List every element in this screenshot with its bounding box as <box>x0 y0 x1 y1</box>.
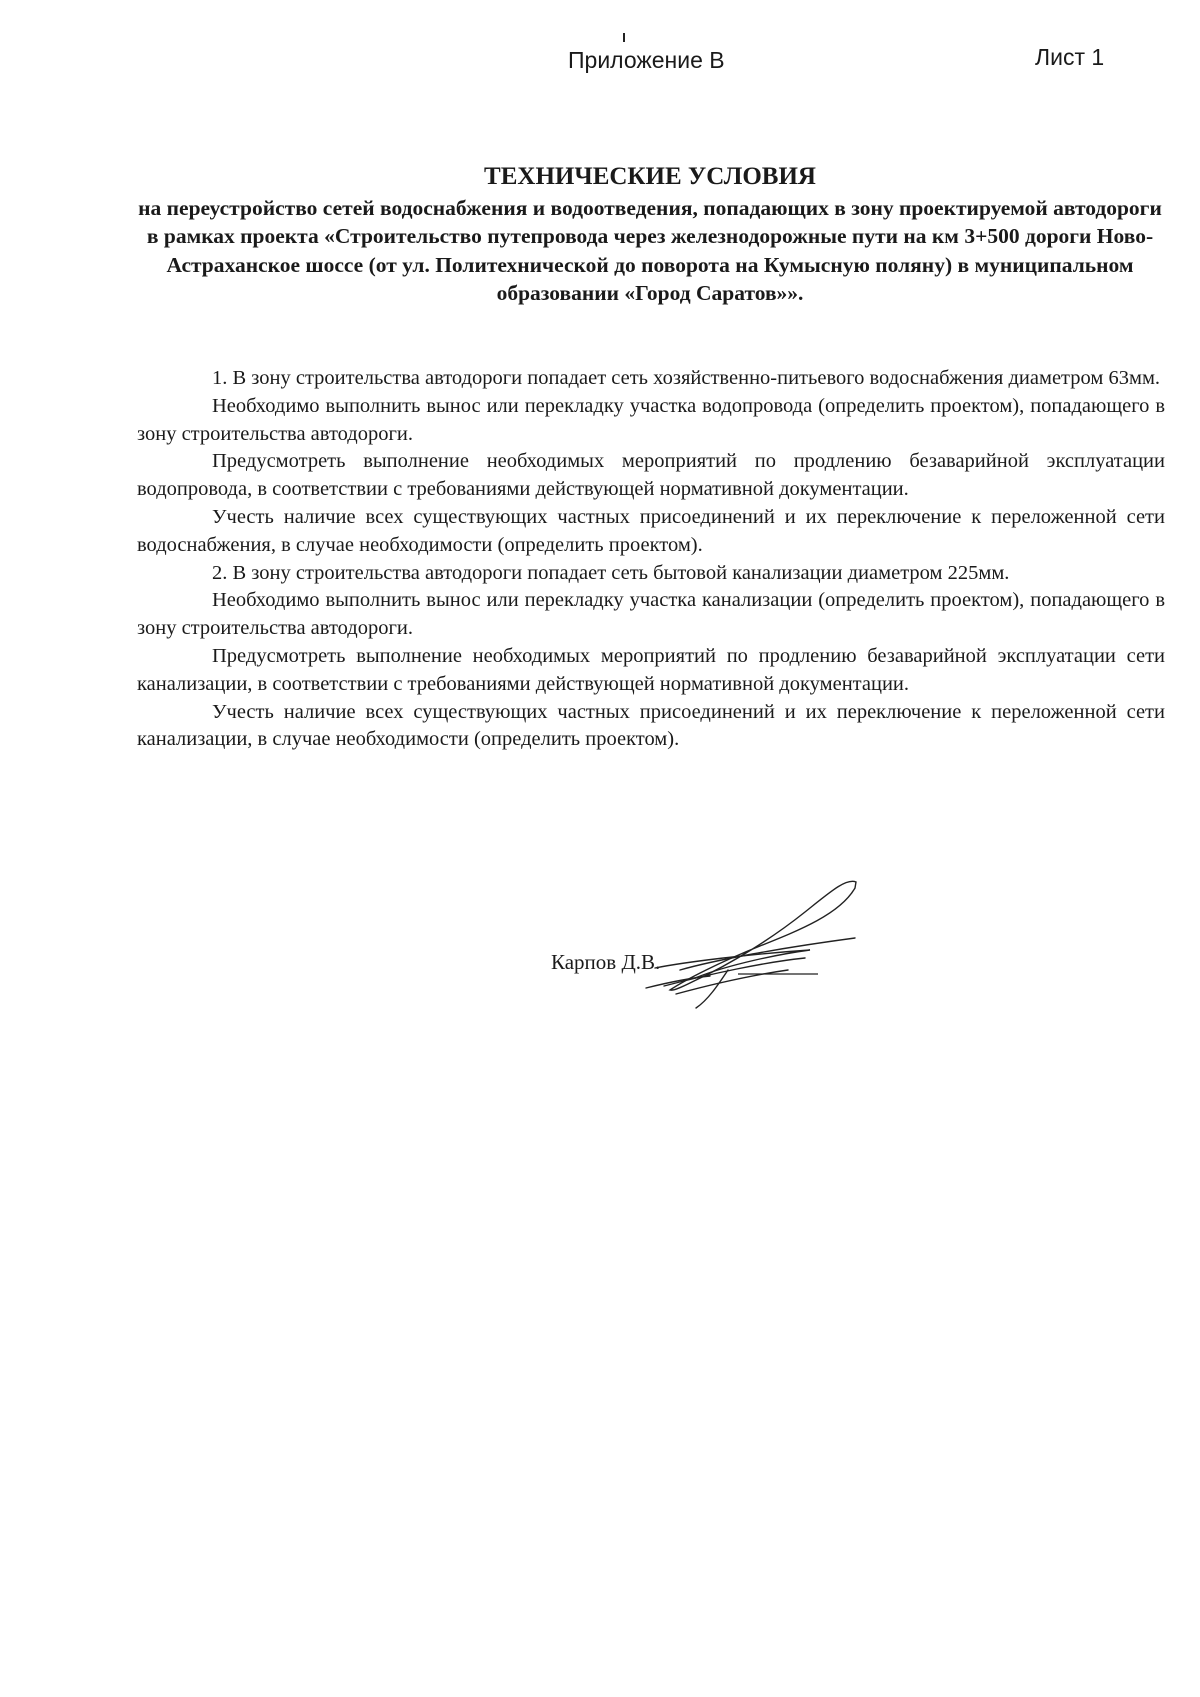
paragraph-7: Предусмотреть выполнение необходимых мероприятий по продлению безаварийной эксплуатации сети канализации, в соответствии с требованиями действующей нормативной документации. <box>137 644 1165 695</box>
paragraph-2: Необходимо выполнить вынос или перекладку участка водопровода (определить проектом), попадающего в зону строительства автодороги. <box>137 394 1165 445</box>
document-subtitle: на переустройство сетей водоснабжения и водоотведения, попадающих в зону проектируемой автодороги в рамках проекта «Строительство путепровода через железнодорожные пути на км 3+500 дороги Ново-Астраханское шоссе (от ул. Политехнической до поворота на Кумысную поляну) в муниципальном образовании «Город Саратов»». <box>138 196 1162 306</box>
paragraph-8: Учесть наличие всех существующих частных присоединений и их переключение к переложенной сети канализации, в случае необходимости (определить проектом). <box>137 700 1165 751</box>
paragraph-3: Предусмотреть выполнение необходимых мероприятий по продлению безаварийной эксплуатации водопровода, в соответствии с требованиями действующей нормативной документации. <box>137 450 1165 501</box>
sheet-number: Лист 1 <box>1035 44 1105 70</box>
paragraph-5: 2. В зону строительства автодороги попадает сеть бытовой канализации диаметром 225мм. <box>212 561 1010 584</box>
signatory-name: Карпов Д.В. <box>551 950 661 974</box>
appendix-label: Приложение В <box>568 47 725 73</box>
document-body <box>137 365 1165 754</box>
signature-scribble <box>640 870 870 1010</box>
paragraph-4: Учесть наличие всех существующих частных присоединений и их переключение к переложенной сети водоснабжения, в случае необходимости (определить проектом). <box>137 505 1165 556</box>
scan-mark <box>623 33 625 42</box>
paragraph-1: 1. В зону строительства автодороги попадает сеть хозяйственно-питьевого водоснабжения диаметром 63мм. <box>212 367 1161 389</box>
paragraph-6: Необходимо выполнить вынос или перекладку участка канализации (определить проектом), попадающего в зону строительства автодороги. <box>137 589 1165 640</box>
document-title: ТЕХНИЧЕСКИЕ УСЛОВИЯ <box>484 163 816 190</box>
